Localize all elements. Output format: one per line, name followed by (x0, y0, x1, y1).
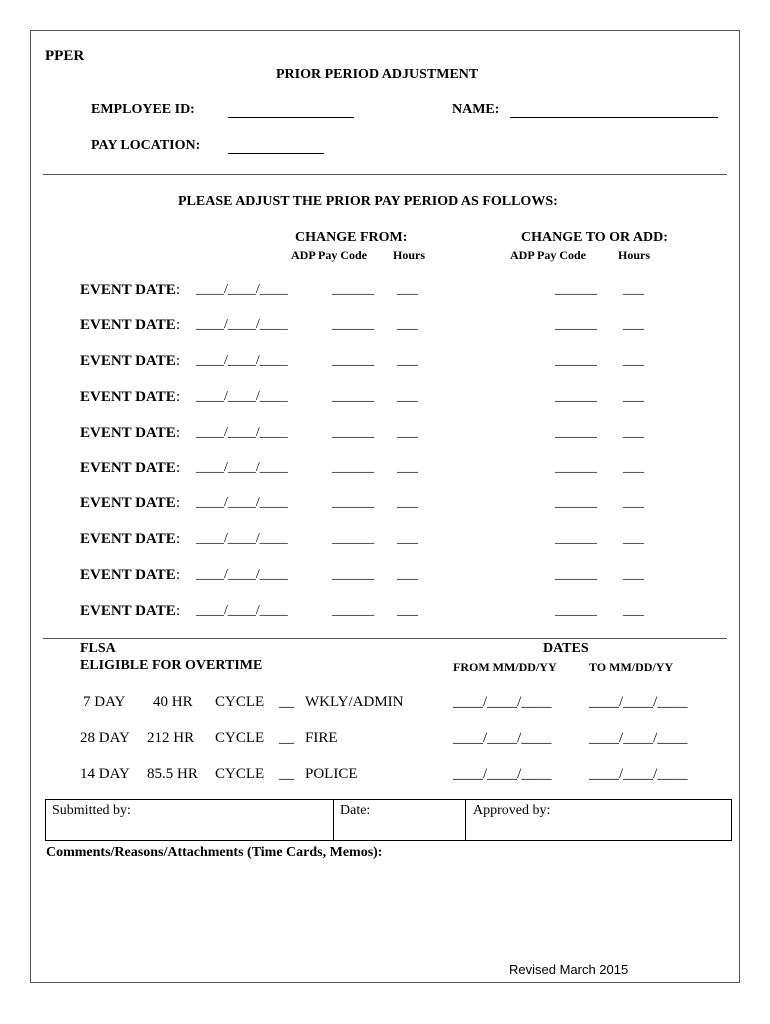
to-code-blank[interactable]: ______ (555, 531, 597, 546)
cycle-label: CYCLE (215, 730, 265, 746)
event-date-colon: : (176, 495, 181, 511)
event-date-label: EVENT DATE (80, 567, 176, 583)
event-date-colon: : (176, 567, 181, 583)
from-hours-blank[interactable]: ___ (397, 567, 418, 582)
event-date-label: EVENT DATE (80, 282, 176, 298)
flsa-row (0, 766, 770, 786)
to-hours-blank[interactable]: ___ (623, 425, 644, 440)
from-code-blank[interactable]: ______ (332, 460, 374, 475)
event-row (0, 603, 770, 623)
to-code-blank[interactable]: ______ (555, 389, 597, 404)
event-date-label: EVENT DATE (80, 353, 176, 369)
approved-by-cell[interactable] (466, 800, 731, 840)
event-date-blank[interactable]: ____/____/____ (196, 495, 288, 510)
date-from-blank[interactable]: ____/____/____ (453, 730, 552, 746)
to-hours-blank[interactable]: ___ (623, 567, 644, 582)
from-hours-blank[interactable]: ___ (397, 531, 418, 546)
from-hours-blank[interactable]: ___ (397, 317, 418, 332)
event-date-blank[interactable]: ____/____/____ (196, 603, 288, 618)
event-row (0, 317, 770, 337)
event-date-label: EVENT DATE (80, 603, 176, 619)
form-title: PRIOR PERIOD ADJUSTMENT (276, 67, 479, 82)
event-date-colon: : (176, 460, 181, 476)
from-hours-blank[interactable]: ___ (397, 389, 418, 404)
event-row (0, 567, 770, 587)
from-code-blank[interactable]: ______ (332, 425, 374, 440)
from-hours-blank[interactable]: ___ (397, 282, 418, 297)
cycle-days: 7 DAY (83, 694, 126, 710)
event-date-label: EVENT DATE (80, 460, 176, 476)
event-date-colon: : (176, 282, 181, 298)
to-hours-blank[interactable]: ___ (623, 353, 644, 368)
cycle-days: 14 DAY (80, 766, 130, 782)
to-code-blank[interactable]: ______ (555, 353, 597, 368)
approved-by-label: Approved by: (473, 803, 551, 818)
cycle-label: CYCLE (215, 766, 265, 782)
event-date-colon: : (176, 389, 181, 405)
event-date-colon: : (176, 317, 181, 333)
from-code-blank[interactable]: ______ (332, 603, 374, 618)
to-hours-blank[interactable]: ___ (623, 317, 644, 332)
event-row (0, 425, 770, 445)
cycle-days: 28 DAY (80, 730, 130, 746)
from-hours-blank[interactable]: ___ (397, 353, 418, 368)
pay-location-label: PAY LOCATION: (91, 138, 201, 153)
event-date-blank[interactable]: ____/____/____ (196, 353, 288, 368)
flsa-subtitle: ELIGIBLE FOR OVERTIME (80, 658, 263, 673)
event-date-colon: : (176, 425, 181, 441)
from-code-blank[interactable]: ______ (332, 389, 374, 404)
event-date-blank[interactable]: ____/____/____ (196, 282, 288, 297)
date-to-blank[interactable]: ____/____/____ (589, 730, 688, 746)
to-hours-blank[interactable]: ___ (623, 460, 644, 475)
flsa-row (0, 694, 770, 714)
event-date-label: EVENT DATE (80, 389, 176, 405)
comments-label: Comments/Reasons/Attachments (Time Cards, Memos): (46, 845, 383, 860)
form-code: PPER (45, 48, 85, 64)
instructions: PLEASE ADJUST THE PRIOR PAY PERIOD AS FOLLOWS: (178, 194, 558, 209)
to-code-blank[interactable]: ______ (555, 603, 597, 618)
cycle-type: WKLY/ADMIN (305, 694, 404, 710)
to-hours-blank[interactable]: ___ (623, 282, 644, 297)
pay-location-field[interactable] (228, 153, 324, 154)
from-hours-blank[interactable]: ___ (397, 425, 418, 440)
from-code-blank[interactable]: ______ (332, 567, 374, 582)
flsa-row (0, 730, 770, 750)
event-date-colon: : (176, 353, 181, 369)
event-row (0, 495, 770, 515)
cycle-hours: 40 HR (153, 694, 193, 710)
from-code-blank[interactable]: ______ (332, 353, 374, 368)
date-cell[interactable] (334, 800, 466, 840)
to-code-blank[interactable]: ______ (555, 495, 597, 510)
event-date-label: EVENT DATE (80, 425, 176, 441)
change-from-title: CHANGE FROM: (295, 230, 408, 245)
date-to-blank[interactable]: ____/____/____ (589, 694, 688, 710)
to-code-blank[interactable]: ______ (555, 317, 597, 332)
cycle-checkbox[interactable]: __ (279, 730, 294, 746)
cycle-label: CYCLE (215, 694, 265, 710)
cycle-checkbox[interactable]: __ (279, 766, 294, 782)
date-from-blank[interactable]: ____/____/____ (453, 766, 552, 782)
event-row (0, 531, 770, 551)
revision-footer: Revised March 2015 (509, 962, 629, 977)
change-to-title: CHANGE TO OR ADD: (521, 230, 668, 245)
name-label: NAME: (452, 102, 500, 117)
cycle-type: POLICE (305, 766, 358, 782)
to-code-blank[interactable]: ______ (555, 567, 597, 582)
employee-id-field[interactable] (228, 117, 354, 118)
to-hours-blank[interactable]: ___ (623, 495, 644, 510)
event-date-blank[interactable]: ____/____/____ (196, 567, 288, 582)
event-date-blank[interactable]: ____/____/____ (196, 460, 288, 475)
event-row (0, 282, 770, 302)
from-code-blank[interactable]: ______ (332, 317, 374, 332)
submitted-by-cell[interactable] (46, 800, 334, 840)
event-date-blank[interactable]: ____/____/____ (196, 389, 288, 404)
header-divider (43, 174, 727, 175)
from-code-blank[interactable]: ______ (332, 282, 374, 297)
event-date-label: EVENT DATE (80, 317, 176, 333)
date-label: Date: (340, 803, 371, 818)
event-date-colon: : (176, 531, 181, 547)
cycle-type: FIRE (305, 730, 338, 746)
to-hours-blank[interactable]: ___ (623, 531, 644, 546)
event-date-label: EVENT DATE (80, 495, 176, 511)
event-date-blank[interactable]: ____/____/____ (196, 531, 288, 546)
name-field[interactable] (510, 117, 718, 118)
from-hours-blank[interactable]: ___ (397, 495, 418, 510)
event-date-blank[interactable]: ____/____/____ (196, 425, 288, 440)
from-hours-blank[interactable]: ___ (397, 603, 418, 618)
event-row (0, 389, 770, 409)
to-hours-blank[interactable]: ___ (623, 603, 644, 618)
change-from-code-label: ADP Pay Code (291, 248, 367, 262)
event-date-colon: : (176, 603, 181, 619)
submitted-by-label: Submitted by: (52, 803, 131, 818)
dates-from-label: FROM MM/DD/YY (453, 660, 557, 674)
from-code-blank[interactable]: ______ (332, 531, 374, 546)
to-code-blank[interactable]: ______ (555, 425, 597, 440)
event-date-blank[interactable]: ____/____/____ (196, 317, 288, 332)
flsa-title: FLSA (80, 641, 116, 656)
employee-id-label: EMPLOYEE ID: (91, 102, 195, 117)
change-to-code-label: ADP Pay Code (510, 248, 586, 262)
event-row (0, 353, 770, 373)
change-to-hours-label: Hours (618, 248, 651, 262)
cycle-checkbox[interactable]: __ (279, 694, 294, 710)
to-code-blank[interactable]: ______ (555, 460, 597, 475)
dates-title: DATES (543, 641, 589, 656)
signature-box (45, 799, 732, 841)
date-to-blank[interactable]: ____/____/____ (589, 766, 688, 782)
from-hours-blank[interactable]: ___ (397, 460, 418, 475)
event-divider (43, 638, 727, 639)
event-date-label: EVENT DATE (80, 531, 176, 547)
change-from-hours-label: Hours (393, 248, 426, 262)
to-hours-blank[interactable]: ___ (623, 389, 644, 404)
cycle-hours: 212 HR (147, 730, 195, 746)
date-from-blank[interactable]: ____/____/____ (453, 694, 552, 710)
event-row (0, 460, 770, 480)
to-code-blank[interactable]: ______ (555, 282, 597, 297)
from-code-blank[interactable]: ______ (332, 495, 374, 510)
dates-to-label: TO MM/DD/YY (589, 660, 674, 674)
cycle-hours: 85.5 HR (147, 766, 198, 782)
